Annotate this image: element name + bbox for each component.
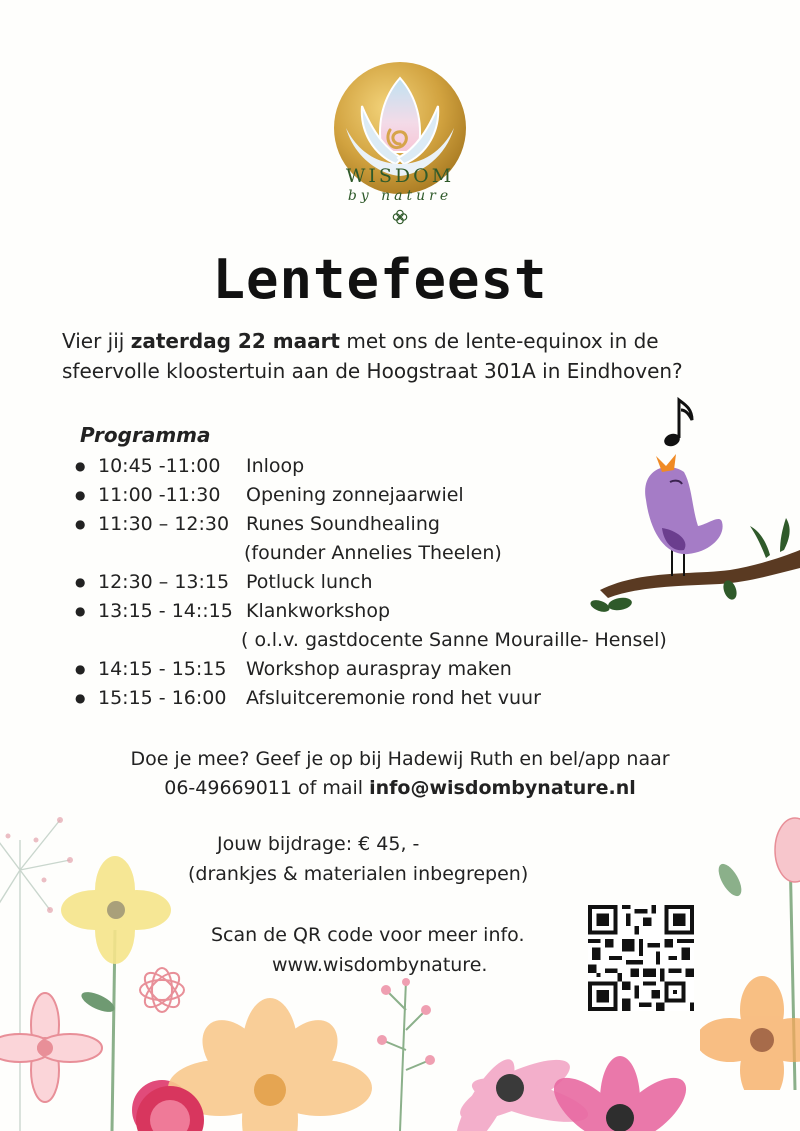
contribution-price: Jouw bijdrage: € 45, - <box>217 833 420 855</box>
schedule-item <box>75 684 715 713</box>
intro-prefix: Vier jij <box>62 329 131 353</box>
schedule-detail: (founder Annelies Theelen) <box>244 542 502 564</box>
schedule-activity: Runes Soundhealing <box>246 513 440 535</box>
bullet-icon: ● <box>75 488 86 502</box>
qr-code-icon[interactable] <box>588 905 694 1011</box>
contact-details <box>0 774 800 803</box>
bullet-icon: ● <box>75 517 86 531</box>
schedule-activity: Inloop <box>246 455 305 477</box>
schedule-item <box>75 568 715 597</box>
schedule-activity: Workshop auraspray maken <box>246 658 512 680</box>
bullet-icon: ● <box>75 459 86 473</box>
schedule-time: 11:00 -11:30 <box>98 484 221 506</box>
schedule-detail: ( o.l.v. gastdocente Sanne Mouraille- Hensel) <box>241 629 667 651</box>
schedule-time: 14:15 - 15:15 <box>98 658 227 680</box>
schedule-activity: Opening zonnejaarwiel <box>246 484 464 506</box>
intro-date: zaterdag 22 maart <box>130 329 340 353</box>
bullet-icon: ● <box>75 662 86 676</box>
schedule-activity: Afsluitceremonie rond het vuur <box>246 687 541 709</box>
intro-suffix: met ons de lente-equinox in de sfeervolle kloostertuin aan de Hoogstraat 301A in Eindhoven? <box>62 329 683 383</box>
contact-line: Doe je mee? Geef je op bij Hadewij Ruth en bel/app naar <box>130 748 670 770</box>
website-url[interactable]: www.wisdombynature. <box>272 954 488 976</box>
schedule-item <box>75 510 715 539</box>
schedule-item <box>75 452 715 481</box>
schedule-time: 10:45 -11:00 <box>98 455 221 477</box>
contribution-note: (drankjes & materialen inbegrepen) <box>188 863 529 885</box>
music-note-icon <box>662 400 692 448</box>
schedule-item <box>75 481 715 510</box>
page-title: Lentefeest <box>212 248 548 311</box>
contact-email-link[interactable]: info@wisdombynature.nl <box>369 777 636 799</box>
clover-icon <box>392 209 408 225</box>
bullet-icon: ● <box>75 604 86 618</box>
schedule-time: 15:15 - 16:00 <box>98 687 227 709</box>
schedule-activity: Klankworkshop <box>246 600 391 622</box>
schedule-item <box>75 597 715 626</box>
schedule-item <box>75 655 715 684</box>
schedule-list <box>75 452 715 713</box>
contact-phone: 06-49669011 of mail <box>164 777 370 799</box>
scan-instruction: Scan de QR code voor meer info. <box>211 924 525 946</box>
brand-name: WISDOM <box>345 165 455 187</box>
schedule-time: 13:15 - 14::15 <box>98 600 233 622</box>
schedule-time: 12:30 – 13:15 <box>98 571 230 593</box>
bullet-icon: ● <box>75 691 86 705</box>
schedule-activity: Potluck lunch <box>246 571 373 593</box>
intro-text <box>62 326 752 386</box>
bullet-icon: ● <box>75 575 86 589</box>
programma-heading: Programma <box>80 423 211 447</box>
flowers-bottom-illustration <box>120 970 800 1131</box>
schedule-time: 11:30 – 12:30 <box>98 513 230 535</box>
brand-tagline: by nature <box>347 188 453 204</box>
